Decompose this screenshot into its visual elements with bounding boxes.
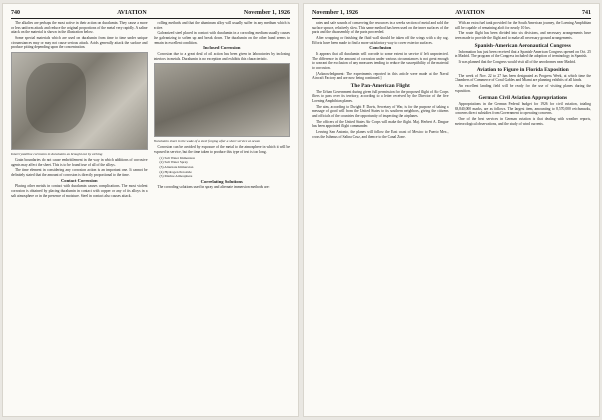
right-page [304,4,599,416]
paragraph: The aim, according to Dwight F. Davis, Secretary of War, is for the purpose of taking a message of good will from the United States to its southern neighbors, giving the citizens and officials of the countries the opportunity of inspecting the airplanes. [312,104,449,118]
paragraph: One of the best services in German aviation is that dealing with weather reports, meteorological observations, and the study of wind currents. [454,117,591,126]
paragraph: rates and safe sounds of conserving the resources in a weeks section of metal and sold the surface spruce, relatively slow. This same method has been used on the inner surfaces of the parts and the disassembly of the parts proceeded. [312,21,449,35]
list-item: (5) Marine Atmosphere [159,174,193,179]
paragraph: The Urban Government during given full permission for the proposed flight of Air Corps fliers to pass over its territory, according to a letter received by the Director of the five Loening Amphibian planes. [312,89,449,103]
paragraph: Appropriations in the German Federal budget for 1926 for civil aviation, totaling 38,840,000 marks, are as follows. The largest item, amounting to 8,570,000 reichsmarks, concerns direct subsidies from Government to operating concerns. [454,102,591,116]
right-column-1 [312,21,449,410]
paragraph: [Acknowledgment: The experiments reported in this article were made at the Naval Aircraft Factory and are now being continued.] [312,71,449,81]
test-methods-list [154,156,291,179]
duralumin-sheet-photo [154,63,291,137]
paragraph: The week of Nov. 22 to 27 has been designated as Progress Week, at which time the Chambers of Commerce of Coral Gables and Miami are planning exhibits of all kinds. [454,73,591,83]
section-heading: Contact Corrosion [60,177,98,183]
paragraph: rolling methods and that the aluminum alloy will usually suffer in any medium which is active. [153,21,290,30]
paragraph: Corrosion can be avoided by exposure of the metal to the atmosphere in which it will be exposed in service, but the time taken to produce this type of test is too long. [153,145,290,155]
article-title: The Pan-American Flight [350,82,410,89]
list-item: (3) Alternate Immersion [159,164,194,169]
journal-title: AVIATION [455,10,485,16]
figure-caption: Duralumin sheet in the wake of a steel forging after a short service at ocean [153,139,261,144]
list-item: (1) Salt Water Immersion [159,155,196,160]
issue-date: November 1, 1926 [312,10,359,16]
left-page-header [11,8,290,19]
paragraph: After wrapping or finishing the fluid wall should be taken off the wings with a dry rag. Efforts have been made to find a more satisfactory way to cover exterior surfaces. [312,35,449,45]
paragraph: Leaving San Antonio, the planes will follow the East coast of Mexico to Puerto Mex., cross the Isthmus of Salina Cruz, and thence to the Canal Zone. [312,130,449,139]
journal-title: AVIATION [117,10,147,16]
paragraph: It was planned that the Congress would visit all of the aerodromes near Madrid. [458,59,577,64]
section-heading: Conclusion [369,45,392,51]
paragraph: Corrosion due to a great deal of oil action has been given in laboratories by inclosing interiors in metals. Duralumin is no exception and exhibits this characteristic. [153,51,290,61]
paragraph: Placing other metals in contact with duralumin causes complications. The most violent corrosion is obtained by placing duralumin in contact with copper or any of its alloys in a salt atmosphere or in the presence of moisture. Steel in contact also causes attack. [11,184,148,198]
paragraph: The officers of the United States Air Corps will make the flight. Maj. Herbert A. Dargue has been appointed flight commander. [312,119,449,129]
article-title: Aviation to Figure in Florida Exposition [476,66,569,73]
page-number: 740 [11,10,20,16]
left-column-2 [154,21,291,410]
paragraph: An excellent landing field will be ready for the use of visiting planes during the exposition. [454,83,591,93]
paragraph: With an extra fuel tank provided for the South American journey, the Loening Amphibian will be capable of remaining aloft for nearly 10 hrs. [454,21,591,30]
figure-caption: Intercrystalline corrosion in duralumin as brought out by etching [11,151,103,156]
paragraph: The alkalies are perhaps the most active in their action on duralumin. They cause a more or less uniform attack and reduce the original proportions of the metal very rapidly. A saline attack on the material is shown in the illustration below. [11,21,148,35]
paragraph: Some special materials which are used on duralumin from time to time under unique circumstances may or may not cause serious attack. Acids generally attack the surface and produce pitting depending upon the concentration. [11,35,148,50]
left-column-1 [11,21,148,410]
paragraph: It appears that all duralumin will corrode to some extent in service if left unprotected. The difference in the amount of corrosion under various circumstances is not great enough to warrant the exclusion of any measures tending to reduce the susceptibility of the material to corrosion. [312,51,449,70]
paragraph: The route flight has been divided into six divisions, and necessary arrangements have been made to provide the flight and to make all necessary ground arrangements. [454,31,591,40]
corrosion-photo [11,52,148,150]
right-page-header [312,8,591,19]
article-title: German Civil Aviation Appropriations [478,95,568,102]
paragraph: The corroding solutions used in spray and alternate immersion methods are: [157,185,270,190]
section-heading: Correlating Solutions [200,178,243,184]
page-number: 741 [581,10,591,16]
paragraph: Galvanized steel placed in contact with duralumin in a corroding medium usually causes the galvanizing to soften up and break down. The duralumin on the other hand seems to remain in excellent condition. [153,31,290,45]
list-item: (2) Salt Water Spray [159,160,189,165]
paragraph: Information has just been received that a Spanish-American Congress opened on Oct. 25 in Madrid. The program of the Congress included the adoption of terminology in Spanish. [454,49,591,59]
list-item: (4) Hydrogen Peroxide [159,169,192,174]
right-column-2 [455,21,592,410]
section-heading: Inclosed Corrosion [203,45,241,51]
left-page [3,4,298,416]
paragraph: Grain boundaries do not cause embrittlement in the way in which additions of corrosive agents may affect the sheet. This is to be found true of all of the alloys. [11,158,148,167]
article-title: Spanish-American Aeronautical Congress [474,42,571,49]
issue-date: November 1, 1926 [243,10,290,16]
paragraph: The time element in considering any corrosion action is an important one. It cannot be definitely stated that the amount of corrosion is directly proportional to the time. [11,168,148,178]
